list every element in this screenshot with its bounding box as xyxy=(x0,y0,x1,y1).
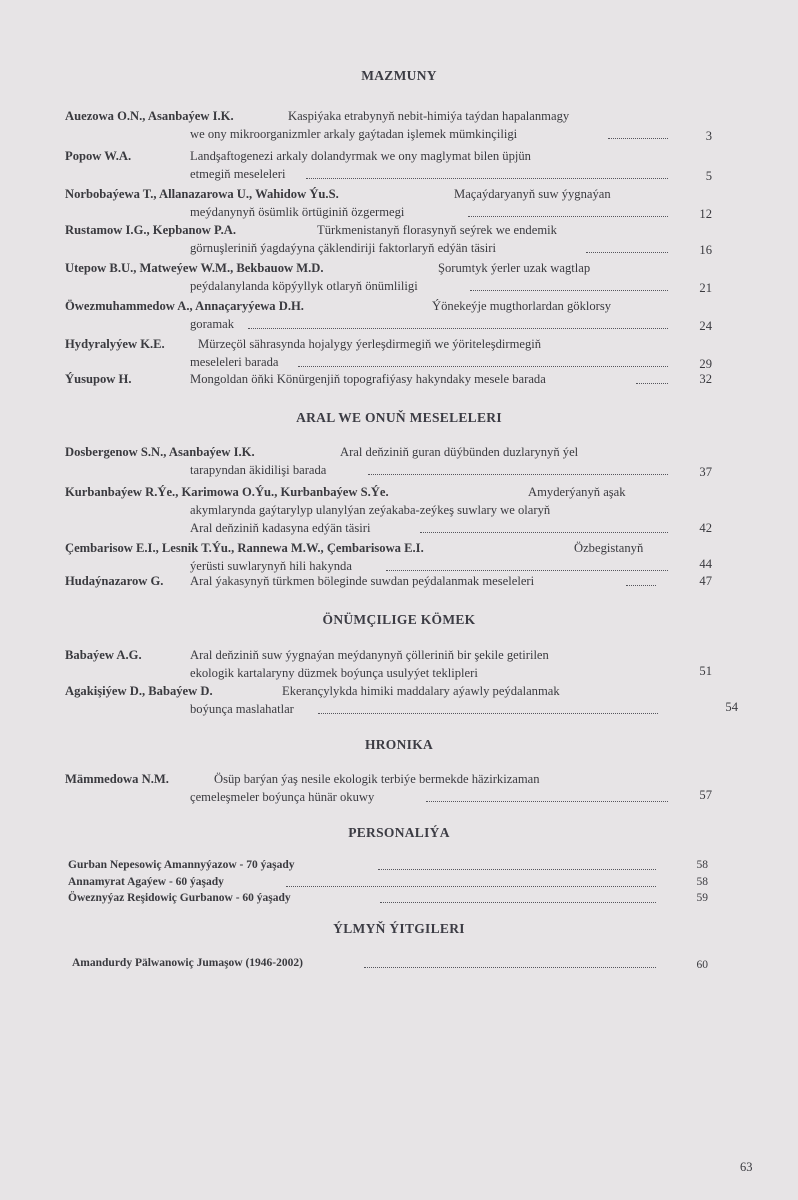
toc-title-line: Maçaýdaryanyň suw ýygnaýan xyxy=(454,187,611,201)
toc-title-line: tarapyndan äkidilişi barada xyxy=(190,463,327,477)
toc-author: Utepow B.U., Matweýew W.M., Bekbauow M.D. xyxy=(65,261,324,275)
leader-dots xyxy=(426,801,668,802)
toc-title-line: Ýönekeýje mugthorlardan göklorsy xyxy=(432,299,612,313)
toc-page-number: 58 xyxy=(696,876,708,888)
leader-dots xyxy=(286,886,656,887)
toc-page-number: 37 xyxy=(699,465,712,479)
toc-title-line: Aral ýakasynyň türkmen böleginde suwdan peýdalanmak meseleleri xyxy=(190,574,535,588)
toc-page-number: 59 xyxy=(696,892,708,904)
leader-dots xyxy=(318,713,658,714)
toc-author: Hudaýnazarow G. xyxy=(65,574,164,588)
toc-author: Dosbergenow S.N., Asanbaýew I.K. xyxy=(65,445,255,459)
leader-dots xyxy=(470,290,668,291)
toc-title-line: Özbegistanyň xyxy=(574,541,644,555)
toc-author: Öwezmuhammedow A., Annaçaryýewa D.H. xyxy=(65,299,304,313)
leader-dots xyxy=(608,138,668,139)
toc-title-line: Amyderýanyň aşak xyxy=(528,485,626,499)
toc-page-number: 51 xyxy=(699,664,712,678)
toc-page-number: 24 xyxy=(699,319,712,333)
toc-author: Gurban Nepesowiç Amannyýazow - 70 ýaşady xyxy=(68,859,295,871)
toc-page-number: 21 xyxy=(699,281,712,295)
toc-title-line: Kaspiýaka etrabynyň nebit-himiýa taýdan hapalanmagy xyxy=(288,109,570,123)
toc-author: Rustamow I.G., Kepbanow P.A. xyxy=(65,223,236,237)
toc-author: Agakişiýew D., Babaýew D. xyxy=(65,684,213,698)
leader-dots xyxy=(468,216,668,217)
leader-dots xyxy=(420,532,668,533)
toc-page-number: 54 xyxy=(725,700,738,714)
toc-title-line: meseleleri barada xyxy=(190,355,279,369)
toc-title-line: ýerüsti suwlarynyň hili hakynda xyxy=(190,559,352,573)
toc-page-number: 12 xyxy=(699,207,712,221)
toc-title-line: Mongoldan öňki Könürgenjiň topografiýasy hakyndaky mesele barada xyxy=(190,372,546,386)
toc-page-number: 32 xyxy=(699,372,712,386)
section-title-komek: ÖNÜMÇILIGE KÖMEK xyxy=(322,612,476,627)
toc-page-number: 16 xyxy=(699,243,712,257)
toc-page-number: 3 xyxy=(705,129,712,143)
toc-author: Norbobaýewa T., Allanazarowa U., Wahidow Ýu.S. xyxy=(65,187,339,201)
toc-page-number: 44 xyxy=(699,557,712,571)
toc-page-number: 5 xyxy=(705,169,712,183)
toc-author: Ýusupow H. xyxy=(65,372,132,386)
toc-title-line: çemeleşmeler boýunça hünär okuwy xyxy=(190,790,375,804)
toc-author: Babaýew A.G. xyxy=(65,648,142,662)
toc-title-line: Mürzeçöl sährasynda hojalygy ýerleşdirmegiň we ýöriteleşdirmegiň xyxy=(198,337,542,351)
toc-title-line: Aral deňziniň guran düýbünden duzlarynyň ýel xyxy=(340,445,579,459)
page-number: 63 xyxy=(740,1160,753,1174)
toc-page-number: 57 xyxy=(699,788,712,802)
toc-author: Çembarisow E.I., Lesnik T.Ýu., Rannewa M.W., Çembarisowa E.I. xyxy=(65,541,424,555)
toc-author: Amandurdy Pälwanowiç Jumaşow (1946-2002) xyxy=(72,957,303,969)
leader-dots xyxy=(378,869,656,870)
toc-title-line: ekologik kartalaryny düzmek boýunça usulyýet teklipleri xyxy=(190,666,478,680)
leader-dots xyxy=(368,474,668,475)
toc-title-line: Ekerançylykda himiki maddalary aýawly peýdalanmak xyxy=(282,684,560,698)
toc-page-number: 47 xyxy=(699,574,712,588)
toc-title-line: Ösüp barýan ýaş nesile ekologik terbiýe bermekde häzirkizaman xyxy=(214,772,540,786)
leader-dots xyxy=(380,902,656,903)
leader-dots xyxy=(298,366,668,367)
leader-dots xyxy=(364,967,656,968)
toc-page-number: 29 xyxy=(699,357,712,371)
toc-author: Kurbanbaýew R.Ýe., Karimowa O.Ýu., Kurbanbaýew S.Ýe. xyxy=(65,485,389,499)
section-title-yitgi: ÝLMYŇ ÝITGILERI xyxy=(333,921,465,936)
leader-dots xyxy=(586,252,668,253)
toc-page-number: 42 xyxy=(699,521,712,535)
toc-title-line: Aral deňziniň suw ýygnaýan meýdanynyň çölleriniň bir şekile getirilen xyxy=(190,648,549,662)
leader-dots xyxy=(626,585,656,586)
toc-title-line: peýdalanylanda köpýyllyk otlaryň önümliligi xyxy=(190,279,418,293)
toc-author: Auezowa O.N., Asanbaýew I.K. xyxy=(65,109,234,123)
toc-author: Mämmedowa N.M. xyxy=(65,772,169,786)
leader-dots xyxy=(636,383,668,384)
toc-author: Hydyralyýew K.E. xyxy=(65,337,165,351)
section-title-hronika: HRONIKA xyxy=(364,737,434,752)
section-title-personal: PERSONALIÝA xyxy=(348,825,450,840)
leader-dots xyxy=(306,178,668,179)
toc-title-line: boýunça maslahatlar xyxy=(190,702,294,716)
toc-page-number: 60 xyxy=(696,959,708,971)
toc-author: Öweznyýaz Reşidowiç Gurbanow - 60 ýaşady xyxy=(68,892,291,904)
toc-title-line: we ony mikroorganizmler arkaly gaýtadan işlemek mümkinçiligi xyxy=(190,127,518,141)
section-title-aral: ARAL WE ONUŇ MESELELERI xyxy=(296,410,502,425)
toc-title-line: Şorumtyk ýerler uzak wagtlap xyxy=(438,261,591,275)
section-title-mazmuny: MAZMUNY xyxy=(361,68,437,83)
toc-title-line: meýdanynyň ösümlik örtüginiň özgermegi xyxy=(190,205,405,219)
leader-dots xyxy=(386,570,668,571)
toc-title-line: goramak xyxy=(190,317,235,331)
toc-title-line: görnuşleriniň ýagdaýyna çäklendiriji faktorlaryň edýän täsiri xyxy=(190,241,496,255)
leader-dots xyxy=(248,328,668,329)
toc-page-number: 58 xyxy=(696,859,708,871)
toc-author: Annamyrat Agaýew - 60 ýaşady xyxy=(68,876,224,888)
toc-title-line: akymlarynda gaýtarylyp ulanylýan zeýakaba-zeýkeş suwlary we olaryň xyxy=(190,503,551,517)
toc-title-line: Landşaftogenezi arkaly dolandyrmak we ony maglymat bilen üpjün xyxy=(190,149,531,163)
toc-title-line: etmegiň meseleleri xyxy=(190,167,286,181)
toc-title-line: Türkmenistanyň florasynyň seýrek we endemik xyxy=(317,223,557,237)
toc-title-line: Aral deňziniň kadasyna edýän täsiri xyxy=(190,521,371,535)
toc-author: Popow W.A. xyxy=(65,149,132,163)
